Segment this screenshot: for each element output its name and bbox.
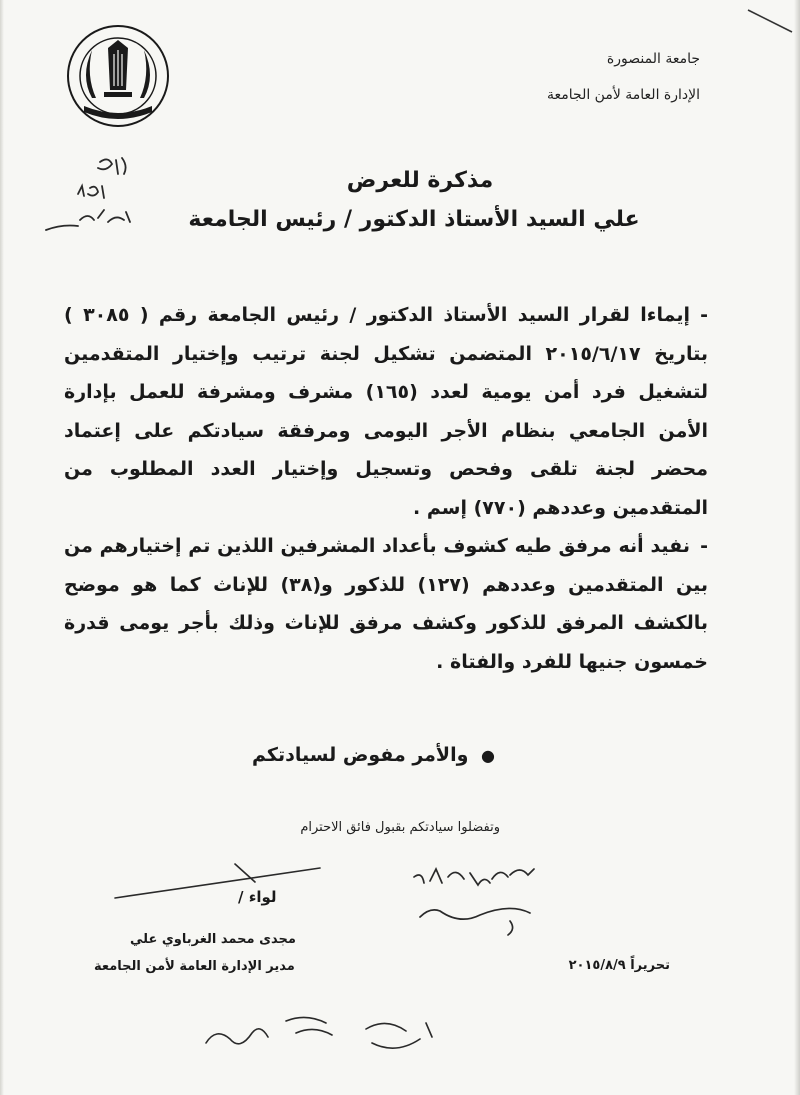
bullet-icon: ● xyxy=(481,746,495,765)
closing-text: والأمر مفوض لسيادتكم xyxy=(252,744,469,766)
memo-heading xyxy=(0,168,800,232)
body-paragraph-1-text: إيماءا لقرار السيد الأستاذ الدكتور / رئيس الجامعة رقم ( ٣٠٨٥ ) بتاريخ ٢٠١٥/٦/١٧ المتضمن تشكيل لجنة ترتيب وإختيار المتقدمين لتشغيل فرد أمن يومية لعدد (١٦٥) مشرف ومشرفة للعمل بإدارة الأمن الجامعي بنظام الأجر اليومى ومرفقة سيادتكم على إعتماد محضر لجنة تلقى وفحص وتسجيل وإختيار العدد المطلوب من المتقدمين وعددهم (٧٧٠) إسم . xyxy=(64,304,708,519)
signatory-name: مجدى محمد الغرباوي علي xyxy=(130,932,296,947)
body-paragraph-2-text: نفيد أنه مرفق طيه كشوف بأعداد المشرفين اللذين تم إختيارهم من بين المتقدمين وعددهم (١٢٧) للذكور و(٣٨) للإناث كما هو موضح بالكشف المرفق للذكور وكشف مرفق للإناث وذلك بأجر يومى قدرة خمسون جنيها للفرد والفتاة . xyxy=(64,535,708,673)
regards-line: وتفضلوا سيادتكم بقبول فائق الاحترام xyxy=(300,820,500,835)
department-name: الإدارة العامة لأمن الجامعة xyxy=(547,87,700,103)
memo-body xyxy=(64,296,708,681)
handwritten-approval-note xyxy=(360,855,560,945)
issue-date: تحريراً ٢٠١٥/٨/٩ xyxy=(568,958,670,973)
letterhead xyxy=(547,48,700,106)
body-paragraph-1 xyxy=(64,296,708,527)
bottom-handwritten-initials xyxy=(196,1003,496,1063)
paragraph-dash: - xyxy=(700,535,708,557)
signatory-rank: لواء / xyxy=(238,888,277,906)
university-logo xyxy=(62,20,174,132)
signatory-title: مدير الإدارة العامة لأمن الجامعة xyxy=(94,959,295,974)
paragraph-dash: - xyxy=(700,304,708,326)
university-name: جامعة المنصورة xyxy=(606,51,700,67)
scan-edge-left xyxy=(0,0,4,1095)
corner-pen-mark xyxy=(740,0,800,40)
scan-edge-right xyxy=(794,0,800,1095)
body-paragraph-2 xyxy=(64,527,708,681)
memo-addressee: علي السيد الأستاذ الدكتور / رئيس الجامعة xyxy=(188,207,640,232)
closing-line xyxy=(252,744,495,766)
memo-title: مذكرة للعرض xyxy=(346,168,494,193)
